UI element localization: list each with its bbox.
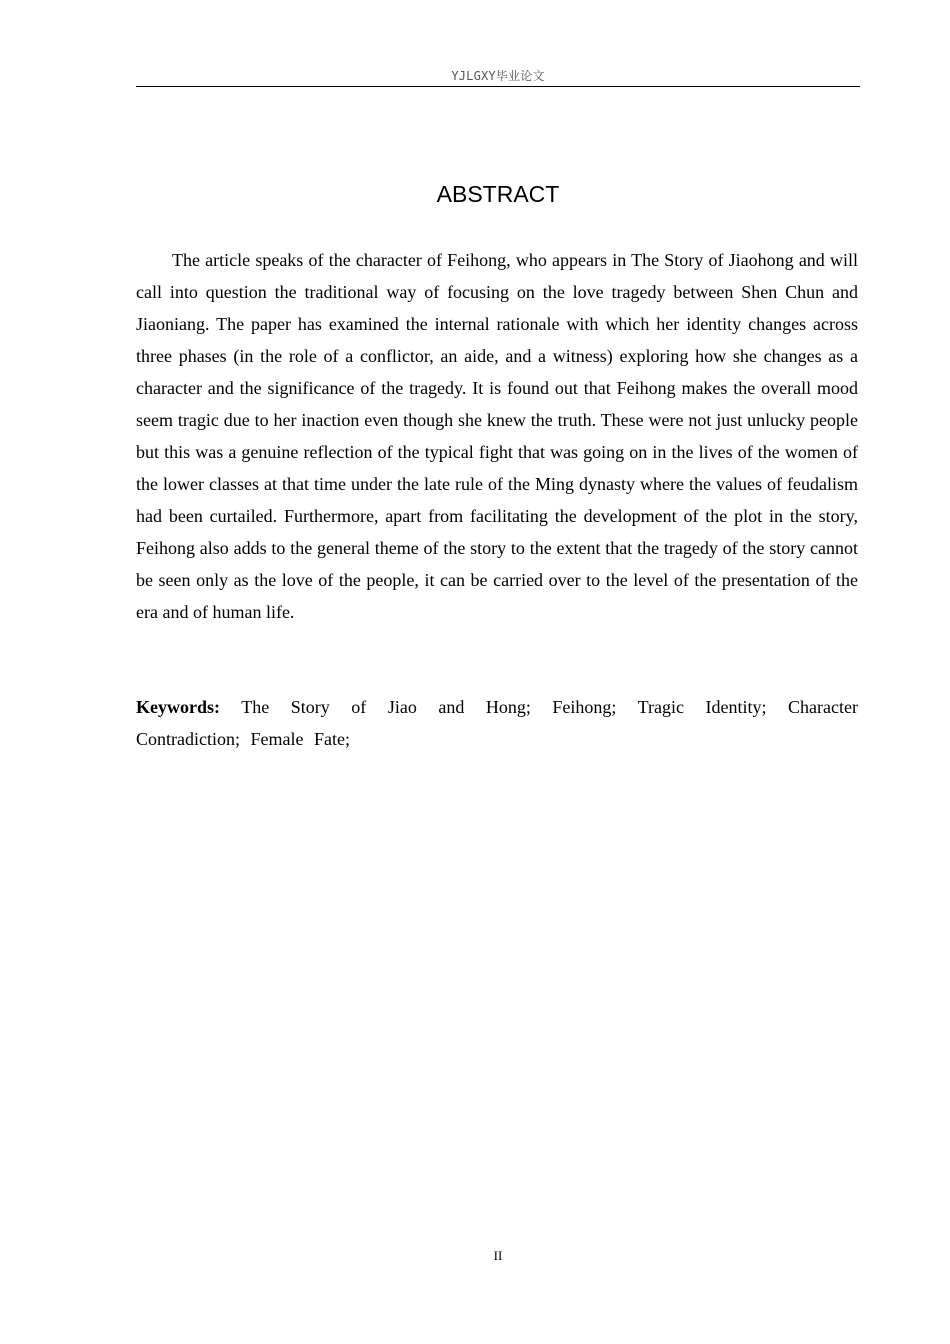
abstract-title: ABSTRACT [436,181,560,207]
running-title: YJLGXY毕业论文 [451,69,545,83]
keywords-paragraph [136,691,858,755]
abstract-body: The article speaks of the character of Feihong, who appears in The Story of Jiaohong and will call into question the traditional way of focusing on the love tragedy between Shen Chun and Jiaoniang. The paper has examined the internal rationale with which her identity changes across three phases (in the role of a conflictor, an aide, and a witness) exploring how she changes as a character and the significance of the tragedy. It is found out that Feihong makes the overall mood seem tragic due to her inaction even though she knew the truth. These were not just unlucky people but this was a genuine reflection of the typical fight that was going on in the lives of the women of the lower classes at that time under the late rule of the Ming dynasty where the values of feudalism had been curtailed. Furthermore, apart from facilitating the development of the plot in the story, Feihong also adds to the general theme of the story to the extent that the tragedy of the story cannot be seen only as the love of the people, it can be carried over to the level of the presentation of the era and of human life. [136,250,858,622]
page-number: II [493,1248,503,1263]
page-header [136,66,860,87]
keywords-label: Keywords: [136,697,220,717]
keywords-text: The Story of Jiao and Hong; Feihong; Tragic Identity; Character Contradiction; Female Fate; [136,697,858,749]
